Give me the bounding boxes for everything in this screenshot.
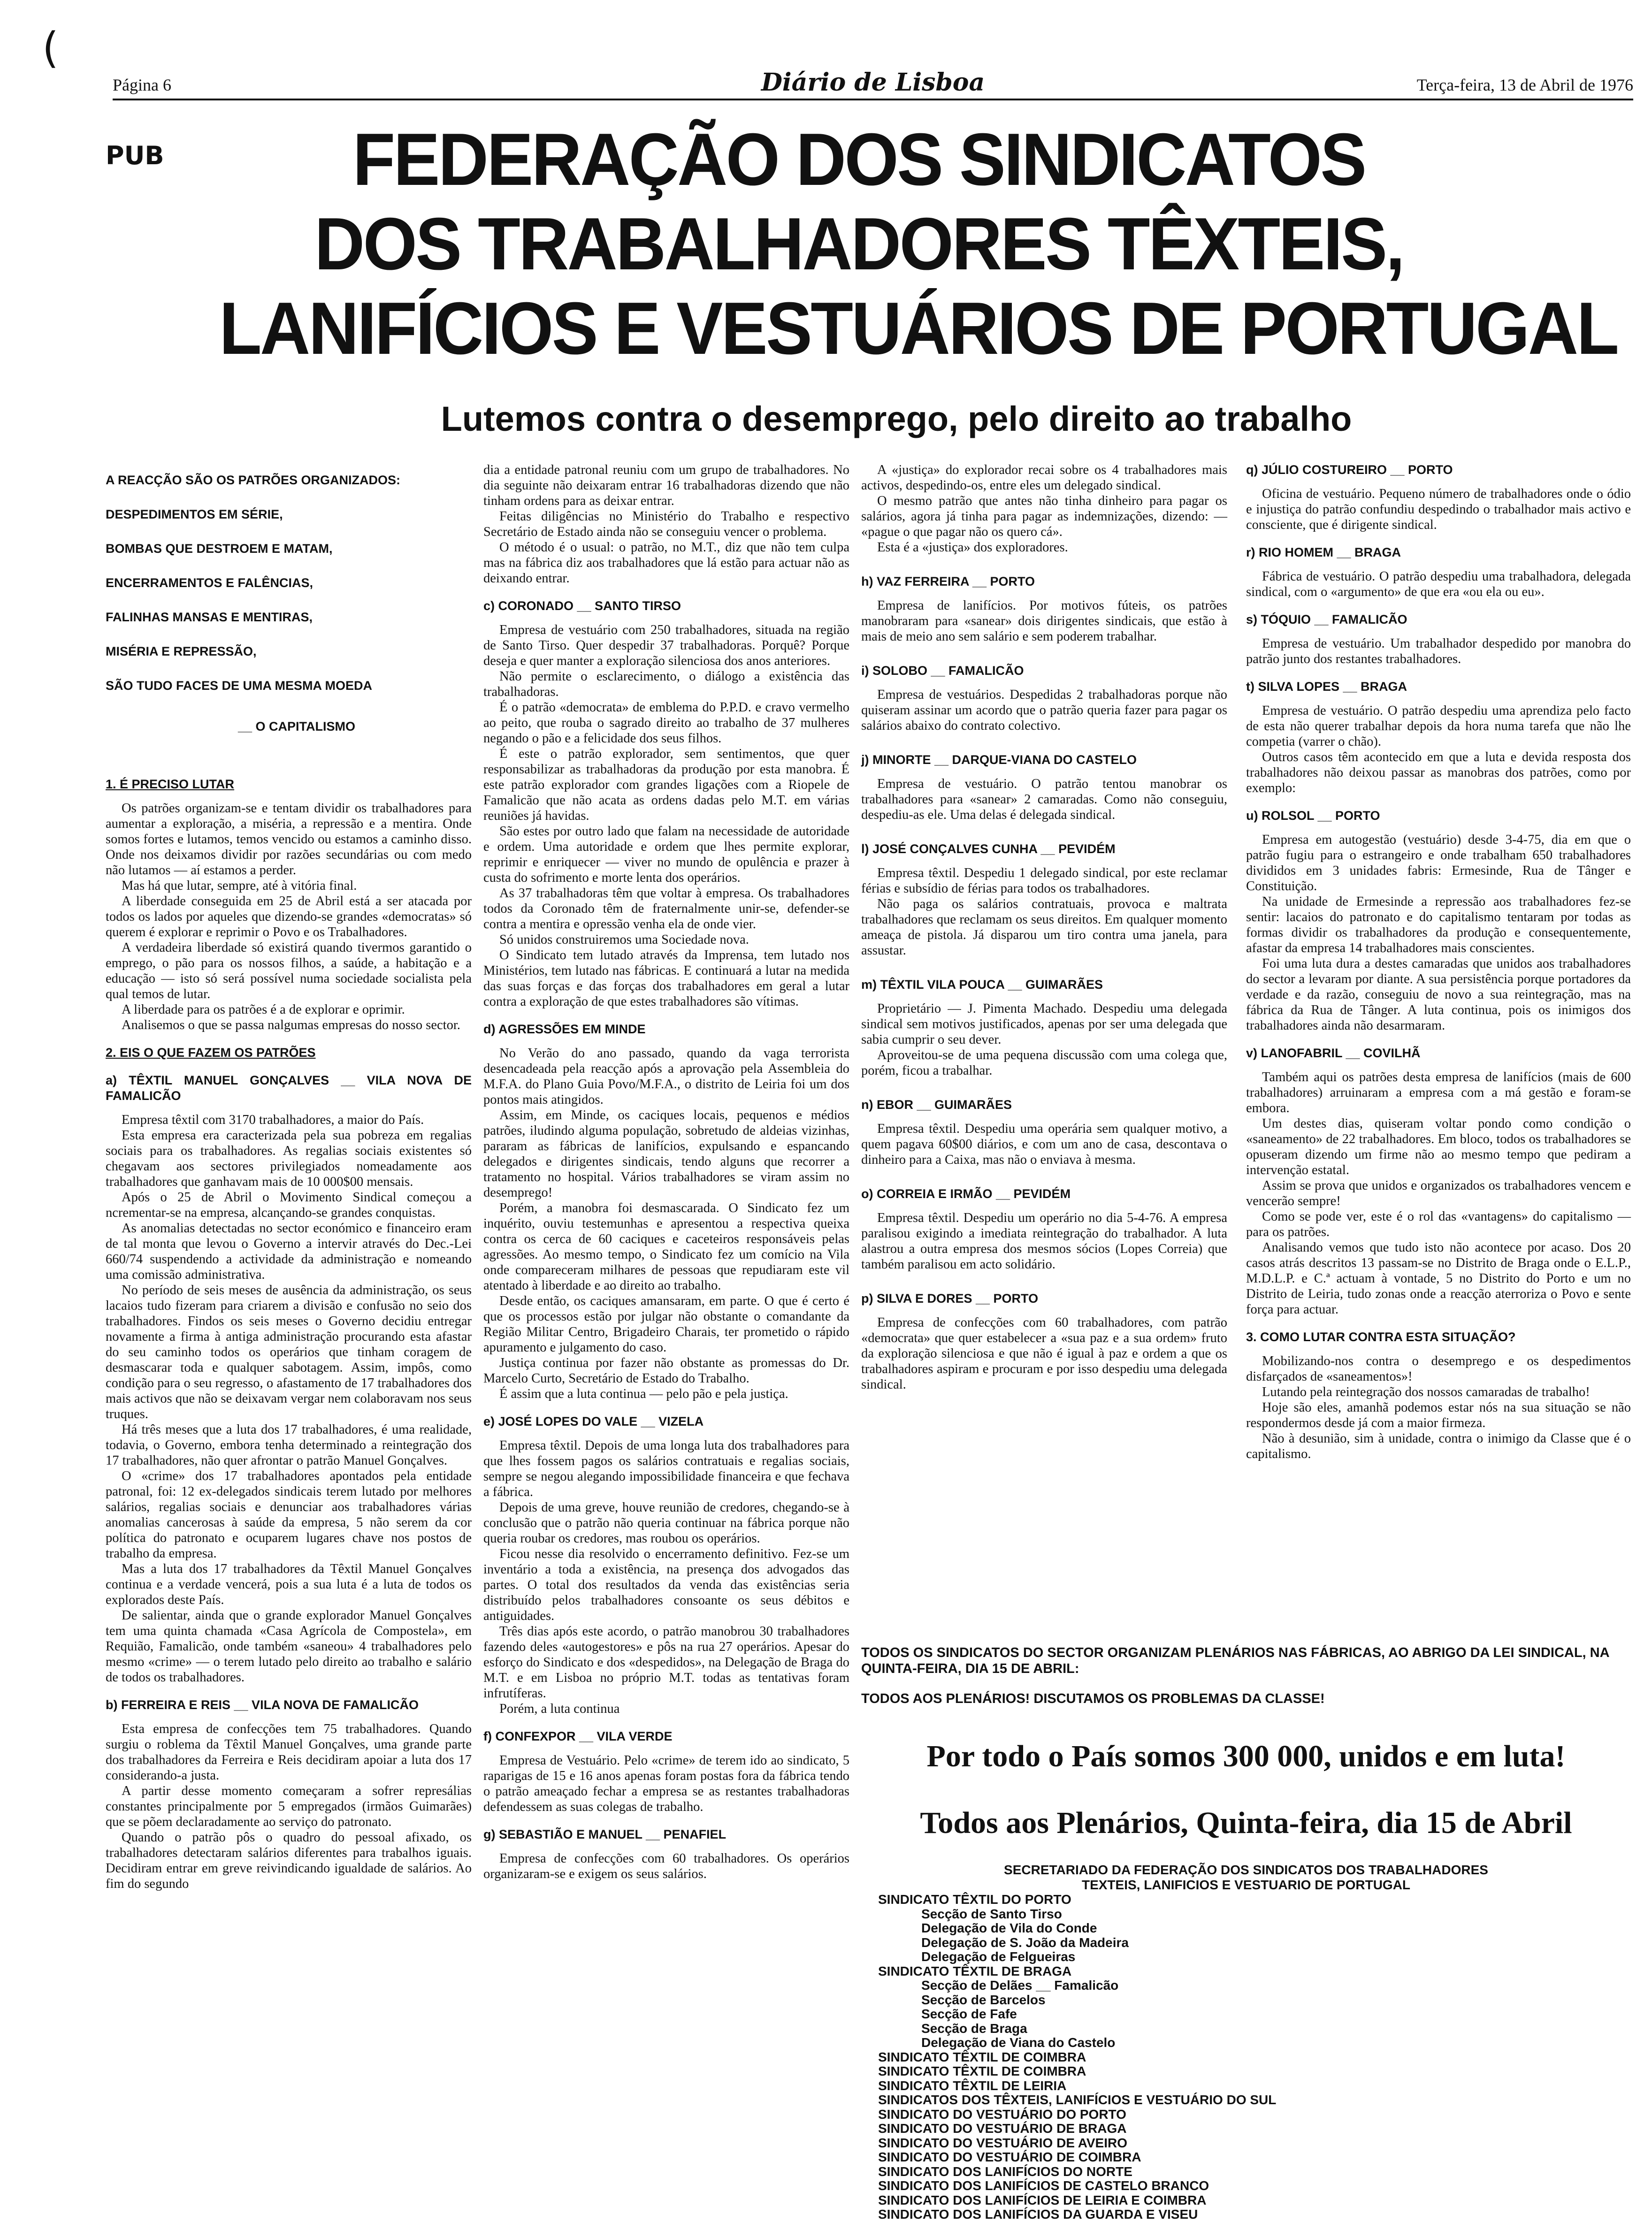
- page-number: Página 6: [113, 76, 171, 94]
- company-heading: s) TÓQUIO __ FAMALICÃO: [1246, 612, 1407, 626]
- paragraph: Como se pode ver, este é o rol das «vantagens» do capitalismo — para os patrões.: [1246, 1209, 1631, 1239]
- union-item: SINDICATO TÊXTIL DE BRAGA: [878, 1963, 1072, 1978]
- paragraph: Empresa de vestuários. Despedidas 2 trabalhadoras porque não quiseram assinar um acordo que o patrão queria fazer para pagar os salários abaixo do contrato colectivo.: [861, 687, 1227, 733]
- paragraph: Feitas diligências no Ministério do Trabalho e respectivo Secretário de Estado ainda não se conseguiu vencer o problema.: [483, 509, 849, 539]
- section-heading: 2. EIS O QUE FAZEM OS PATRÕES: [106, 1046, 316, 1060]
- paragraph: A liberdade para os patrões é a de explorar e oprimir.: [122, 1002, 405, 1017]
- paragraph: Empresa têxtil. Despediu uma operária sem qualquer motivo, a quem pagava 60$00 diários, e com um ano de casa, descontava o dinheiro para a Caixa, mas não o enviava à mesma.: [861, 1122, 1227, 1167]
- company-heading: a) TÊXTIL MANUEL GONÇALVES __ VILA NOVA DE FAMALICÃO: [106, 1073, 472, 1103]
- column-1: [106, 462, 472, 1892]
- paragraph: De salientar, ainda que o grande explorador Manuel Gonçalves tem uma quinta chamada «Casa Agrícola de Compostela», em Requião, Famalicão, onde também «saneou» 4 trabalhadores pelo mesmo «crime» — o terem lutado pelo direito ao trabalho e salário de todos os trabalhadores.: [106, 1608, 472, 1685]
- company-heading: v) LANOFABRIL __ COVILHÃ: [1246, 1046, 1421, 1060]
- paragraph: Não permite o esclarecimento, o diálogo a existência das trabalhadoras.: [483, 669, 849, 699]
- company-heading: p) SILVA E DORES __ PORTO: [861, 1291, 1039, 1306]
- slogan-line: Por todo o País somos 300 000, unidos e em luta!: [926, 1739, 1566, 1773]
- paragraph: Esta é a «justiça» dos exploradores.: [877, 540, 1068, 555]
- company-heading: n) EBOR __ GUIMARÃES: [861, 1098, 1012, 1112]
- union-subitem: Secção de Fafe: [921, 2007, 1017, 2021]
- paragraph: Assim, em Minde, os caciques locais, pequenos e médios patrões, iludindo alguma população, sobretudo de aldeias vizinhas, pararam as fábricas de lanifícios, expulsando e espancando delegados e dirigentes sindicais, tendo alguns que recorrer a tratamento no hospital. Vários trabalhadores se viram assim no desemprego!: [483, 1108, 849, 1200]
- company-heading: j) MINORTE __ DARQUE-VIANA DO CASTELO: [861, 753, 1137, 767]
- paragraph: Hoje são eles, amanhã podemos estar nós na sua situação se não respondermos desde já com a maior firmeza.: [1246, 1400, 1631, 1430]
- paragraph: Quando o patrão pôs o quadro do pessoal afixado, os trabalhadores detectaram salários diferentes para trabalhos iguais. Decidiram entrar em greve reivindicando igualdade de salários. Ao fim do segundo: [106, 1830, 472, 1891]
- paragraph: Lutando pela reintegração dos nossos camaradas de trabalho!: [1262, 1385, 1590, 1399]
- paragraph: Mas a luta dos 17 trabalhadores da Têxtil Manuel Gonçalves continua e a verdade vencerá, pois a sua luta é a luta de todos os explorados deste País.: [106, 1562, 472, 1607]
- secretariat-line: TEXTEIS, LANIFICIOS E VESTUARIO DE PORTUGAL: [1081, 1878, 1411, 1892]
- paragraph: Também aqui os patrões desta empresa de lanifícios (mais de 600 trabalhadores) arruinaram a empresa com a má gestão e foram-se embora.: [1246, 1070, 1631, 1115]
- caps-line: DESPEDIMENTOS EM SÉRIE,: [106, 507, 283, 521]
- paragraph: Não à desunião, sim à unidade, contra o inimigo da Classe que é o capitalismo.: [1246, 1431, 1631, 1461]
- union-subitem: Secção de Barcelos: [921, 1992, 1046, 2007]
- paragraph: É este o patrão explorador, sem sentimentos, que quer responsabilizar as trabalhadoras da produção por esta manobra. É este patrão explorador com grandes ligações com a Riopele de Famalicão que não acata as ordens dadas pelo M.T. em várias reuniões já havidas.: [483, 747, 849, 823]
- paragraph: A «justiça» do explorador recai sobre os 4 trabalhadores mais activos, despedindo-os, entre eles um delegado sindical.: [861, 463, 1227, 493]
- paragraph: Na unidade de Ermesinde a repressão aos trabalhadores fez-se sentir: lacaios do patronato e do capitalismo tentaram por todas as formas dividir os trabalhadores da produção e consequentemente, afastar da empresa 14 trabalhadores mais conscientes.: [1246, 894, 1631, 955]
- paragraph: O método é o usual: o patrão, no M.T., diz que não tem culpa mas na fábrica diz aos trabalhadores que lá estão para actuar não as deixando entrar.: [483, 540, 849, 586]
- company-heading: i) SOLOBO __ FAMALICÃO: [861, 664, 1024, 678]
- paragraph: Porém, a manobra foi desmascarada. O Sindicato fez um inquérito, ouviu testemunhas e apresentou a respectiva queixa contra os cerca de 60 caciques e caceteiros responsáveis pelas agressões. Ao mesmo tempo, o Sindicato fez um comício na Vila onde compareceram milhares de pessoas que repudiaram este vil atentado à liberdade e ao direito ao trabalho.: [483, 1201, 849, 1293]
- paragraph: Após o 25 de Abril o Movimento Sindical começou a ncrementar-se na empresa, alcançando-se grandes conquistas.: [106, 1190, 472, 1220]
- slogan-line: Todos aos Plenários, Quinta-feira, dia 15 de Abril: [920, 1806, 1572, 1840]
- paragraph: Aproveitou-se de uma pequena discussão com uma colega que, porém, ficou a trabalhar.: [861, 1048, 1227, 1078]
- caps-line: SÃO TUDO FACES DE UMA MESMA MOEDA: [106, 679, 373, 693]
- paragraph: As anomalias detectadas no sector económico e financeiro eram de tal monta que levou o Governo a intervir através do Dec.-Lei 660/74 suspendendo a actividade da administração e nomeando uma comissão administrativa.: [106, 1221, 472, 1282]
- paragraph: dia a entidade patronal reuniu com um grupo de trabalhadores. No dia seguinte não deixaram entrar 16 trabalhadoras dizendo que não tinham ordens para as deixar entrar.: [483, 463, 849, 508]
- paragraph: Ficou nesse dia resolvido o encerramento definitivo. Fez-se um inventário a toda a existência, na presença dos advogados das partes. O total dos resultados da venda das existências seria distribuído pelos trabalhadores consoante os seus débitos e antiguidades.: [483, 1547, 849, 1623]
- union-subitem: Delegação de Felgueiras: [921, 1949, 1076, 1964]
- plenary-caps: TODOS OS SINDICATOS DO SECTOR ORGANIZAM PLENÁRIOS NAS FÁBRICAS, AO ABRIGO DA LEI SINDICAL, NA QUINTA-FEIRA, DIA 15 DE ABRIL:: [861, 1645, 1609, 1676]
- section-heading: 1. É PRECISO LUTAR: [106, 777, 235, 791]
- paragraph: A verdadeira liberdade só existirá quando tivermos garantido o emprego, o pão para os nossos filhos, a saúde, a habitação e a educação — isto só será possível numa sociedade socialista pela qual temos de lutar.: [106, 940, 472, 1001]
- paragraph: Foi uma luta dura a destes camaradas que unidos aos trabalhadores do sector a levaram por diante. A sua persistência porque portadores da verdade e da razão, conseguiu de novo a sua reintegração, mas na fábrica da Rua de Tânger. A luta continua, pois os inimigos dos trabalhadores ainda não desarmaram.: [1246, 956, 1631, 1033]
- paragraph: Empresa em autogestão (vestuário) desde 3-4-75, dia em que o patrão fugiu para o estrangeiro e onde trabalham 650 trabalhadores divididos em 3 unidades fabris: Ermesinde, Rua de Tânger e Constituição.: [1246, 832, 1631, 893]
- paragraph: As 37 trabalhadoras têm que voltar à empresa. Os trabalhadores todos da Coronado têm de fraternalmente unir-se, defender-se contra a mentira e opressão venha ela de onde vier.: [483, 886, 849, 932]
- union-item: SINDICATO DO VESTUÁRIO DO PORTO: [878, 2107, 1126, 2122]
- column-2: [483, 462, 849, 1882]
- paragraph: O «crime» dos 17 trabalhadores apontados pela entidade patronal, foi: 12 ex-delegados sindicais terem lutado por melhores salários, regalias sociais e denunciar aos trabalhadores várias anomalias cancerosas à saúde da empresa, 5 não serem da cor política do patronato e ocuparem lugares chave nos postos de trabalho da empresa.: [106, 1469, 472, 1561]
- union-subitem: Secção de Braga: [921, 2021, 1027, 2036]
- secretariat-line: SECRETARIADO DA FEDERAÇÃO DOS SINDICATOS DOS TRABALHADORES: [1004, 1863, 1488, 1877]
- paragraph: Analisando vemos que tudo isto não acontece por acaso. Dos 20 casos atrás descritos 13 passam-se no Distrito de Braga onde o E.L.P., M.D.L.P. e C.ª actuam à vontade, 5 no Distrito do Porto e um no Distrito de Leiria, tudo zonas onde a reacção aterroriza o Povo e sente força para actuar.: [1246, 1240, 1631, 1317]
- paragraph: Esta empresa de confecções tem 75 trabalhadores. Quando surgiu o roblema da Têxtil Manuel Gonçalves, uma grande parte dos trabalhadores da Ferreira e Reis decidiram apoiar a luta dos 17 considerando-a justa.: [106, 1722, 472, 1783]
- column-3: [861, 462, 1227, 1392]
- paragraph: Empresa de vestuário. Um trabalhador despedido por manobra do patrão junto dos restantes trabalhadores.: [1246, 636, 1631, 666]
- company-heading: d) AGRESSÕES EM MINDE: [483, 1022, 646, 1036]
- company-heading: c) CORONADO __ SANTO TIRSO: [483, 599, 681, 613]
- union-subitem: Delegação de Viana do Castelo: [921, 2035, 1116, 2050]
- paragraph: Mobilizando-nos contra o desemprego e os despedimentos disfarçados de «saneamentos»!: [1246, 1354, 1631, 1384]
- paragraph: No Verão do ano passado, quando da vaga terrorista desencadeada pela reacção após a aprovação pela Assembleia do M.F.A. do Plano Guia Povo/M.F.A., o distrito de Leiria foi um dos pontos mais atingidos.: [483, 1046, 849, 1107]
- paragraph: Justiça continua por fazer não obstante as promessas do Dr. Marcelo Curto, Secretário de Estado do Trabalho.: [483, 1356, 849, 1386]
- union-item: SINDICATO TÊXTIL DO PORTO: [878, 1892, 1071, 1907]
- union-subitem: Secção de Delães __ Famalicão: [921, 1978, 1119, 1993]
- margin-mark: (: [42, 23, 59, 73]
- paragraph: Analisemos o que se passa nalgumas empresas do nosso sector.: [122, 1018, 460, 1032]
- plenary-announcement: [861, 1645, 1631, 2222]
- paragraph: Empresa de vestuário com 250 trabalhadores, situada na região de Santo Tirso. Quer despedir 37 trabalhadoras. Porquê? Porque deseja e quer manter a exploração silenciosa dos anos anteriores.: [483, 623, 849, 668]
- paragraph: A partir desse momento começaram a sofrer represálias constantes principalmente por 5 empregados (irmãos Guimarães) que se põem declaradamente ao serviço do patronato.: [106, 1784, 472, 1829]
- union-list: [878, 1893, 1631, 2222]
- paragraph: Proprietário — J. Pimenta Machado. Despediu uma delegada sindical sem motivos justificados, apenas por ser uma delegada que sabia cumprir o seu dever.: [861, 1001, 1227, 1047]
- paragraph: Empresa têxtil. Despediu 1 delegado sindical, por este reclamar férias e subsídio de férias para todos os trabalhadores.: [861, 866, 1227, 896]
- paragraph: Há três meses que a luta dos 17 trabalhadores, é uma realidade, todavia, o Governo, embora tenha determinado a reintegração dos 17 trabalhadores, não quer afrontar o patrão Manuel Gonçalves.: [106, 1422, 472, 1468]
- paragraph: É o patrão «democrata» de emblema do P.P.D. e cravo vermelho ao peito, que rouba o sagrado direito ao trabalho de 37 mulheres negando o pão e a felicidade dos seus filhos.: [483, 700, 849, 746]
- paragraph: Outros casos têm acontecido em que a luta e devida resposta dos trabalhadores não deixou passar as manobras dos patrões, como por exemplo:: [1246, 750, 1631, 795]
- section-heading: 3. COMO LUTAR CONTRA ESTA SITUAÇÃO?: [1246, 1330, 1516, 1344]
- paragraph: Empresa de vestuário. O patrão despediu uma aprendiza pelo facto de esta não querer trabalhar depois da hora numa tarefa que não lhe competia (varrer o chão).: [1246, 703, 1631, 749]
- paragraph: Empresa têxtil. Depois de uma longa luta dos trabalhadores para que lhes fossem pagos os salários contratuais e regalias sociais, sempre se negou alegando impossibilidade financeira e que fechava a fábrica.: [483, 1438, 849, 1499]
- company-heading: f) CONFEXPOR __ VILA VERDE: [483, 1729, 673, 1743]
- caps-line: A REACÇÃO SÃO OS PATRÕES ORGANIZADOS:: [106, 473, 401, 487]
- plenary-caps: TODOS AOS PLENÁRIOS! DISCUTAMOS OS PROBLEMAS DA CLASSE!: [861, 1691, 1325, 1706]
- page-header: [113, 61, 1633, 100]
- paragraph: Depois de uma greve, houve reunião de credores, chegando-se à conclusão que o patrão não queria continuar na fábrica porque não queria roubar os credores, mas roubou os operários.: [483, 1500, 849, 1546]
- union-item: SINDICATO TÊXTIL DE LEIRIA: [878, 2078, 1067, 2093]
- company-heading: m) TÊXTIL VILA POUCA __ GUIMARÃES: [861, 977, 1103, 992]
- paragraph: O Sindicato tem lutado através da Imprensa, tem lutado nos Ministérios, tem lutado nas fábricas. E continuará a lutar na medida das suas forças e das forças dos trabalhadores em geral a lutar contra a exploração de que estes trabalhadores são vítimas.: [483, 948, 849, 1009]
- paragraph: No período de seis meses de ausência da administração, os seus lacaios tudo fizeram para criarem a divisão e confusão no seio dos trabalhadores. Findos os seis meses o Governo decidiu entregar novamente a firma à antiga administração procurando esta afastar do seu caminho todos os operários que tinham coragem de desmascarar toda e qualquer sabotagem. Assim, impôs, como condição para o seu regresso, o afastamento de 17 trabalhadores dos mais activos que não se deixavam vergar nem colaboravam nos seus truques.: [106, 1283, 472, 1421]
- caps-line: ENCERRAMENTOS E FALÊNCIAS,: [106, 576, 314, 590]
- paragraph: Empresa de lanifícios. Por motivos fúteis, os patrões manobraram para «sanear» dois dirigentes sindicais, que estão à mais de meio ano sem salário e sem poderem trabalhar.: [861, 598, 1227, 644]
- headline-line: FEDERAÇÃO DOS SINDICATOS: [352, 118, 1365, 201]
- union-item: SINDICATO DOS LANIFÍCIOS DE LEIRIA E COIMBRA: [878, 2192, 1207, 2207]
- paragraph: Não paga os salários contratuais, provoca e maltrata trabalhadores que reclamam os seus direitos. Em qualquer momento ameaça de pistola. Já disparou um tiro contra uma janela, para assustar.: [861, 897, 1227, 958]
- paragraph: Empresa têxtil com 3170 trabalhadores, a maior do País.: [122, 1113, 424, 1127]
- paragraph: São estes por outro lado que falam na necessidade de autoridade e ordem. Uma autoridade e ordem que lhes permite explorar, reprimir e enriquecer — viver no mundo de opulência e prazer à custa do sofrimento e morte lenta dos operários.: [483, 824, 849, 885]
- pub-label: PUB: [106, 141, 164, 170]
- caps-line: FALINHAS MANSAS E MENTIRAS,: [106, 610, 313, 624]
- union-item: SINDICATO DOS LANIFÍCIOS DO NORTE: [878, 2164, 1132, 2179]
- company-heading: g) SEBASTIÃO E MANUEL __ PENAFIEL: [483, 1827, 727, 1841]
- union-item: SINDICATOS DOS TÊXTEIS, LANIFÍCIOS E VESTUÁRIO DO SUL: [878, 2092, 1277, 2107]
- paragraph: O mesmo patrão que antes não tinha dinheiro para pagar os salários, agora já tinha para pagar as indemnizações, dizendo: — «pague o que pagar não os quero cá».: [861, 494, 1227, 539]
- paragraph: Três dias após este acordo, o patrão manobrou 30 trabalhadores fazendo deles «autogestores» e pôs na rua 27 operários. Apesar do esforço do Sindicato e dos «despedidos», na Delegação de Braga do M.T. e em Lisboa no próprio M.T. todas as tentativas foram infrutíferas.: [483, 1624, 849, 1701]
- company-heading: u) ROLSOL __ PORTO: [1246, 809, 1380, 823]
- company-heading: q) JÚLIO COSTUREIRO __ PORTO: [1246, 463, 1453, 477]
- caps-line: BOMBAS QUE DESTROEM E MATAM,: [106, 542, 333, 556]
- subhead: Lutemos contra o desemprego, pelo direito ao trabalho: [441, 399, 1352, 438]
- union-subitem: Secção de Santo Tirso: [921, 1906, 1062, 1921]
- company-heading: r) RIO HOMEM __ BRAGA: [1246, 545, 1401, 559]
- union-item: SINDICATO TÊXTIL DE COIMBRA: [878, 2064, 1086, 2078]
- company-heading: e) JOSÉ LOPES DO VALE __ VIZELA: [483, 1414, 704, 1428]
- union-subitem: Delegação de Vila do Conde: [921, 1921, 1097, 1935]
- paragraph: Empresa de vestuário. O patrão tentou manobrar os trabalhadores para «sanear» 2 camaradas. Como não conseguiu, despediu-as ele. Uma delas é delegada sindical.: [861, 777, 1227, 822]
- company-heading: t) SILVA LOPES __ BRAGA: [1246, 680, 1407, 694]
- company-heading: o) CORREIA E IRMÃO __ PEVIDÉM: [861, 1187, 1071, 1201]
- company-heading: h) VAZ FERREIRA __ PORTO: [861, 574, 1035, 588]
- paragraph: Assim se prova que unidos e organizados os trabalhadores vencem e vencerão sempre!: [1246, 1178, 1631, 1208]
- caps-line: MISÉRIA E REPRESSÃO,: [106, 644, 257, 658]
- paragraph: A liberdade conseguida em 25 de Abril está a ser atacada por todos os lados por aqueles que dizendo-se grandes «democratas» só querem é explorar e reprimir o Povo e os Trabalhadores.: [106, 894, 472, 939]
- capitalismo-line: __ O CAPITALISMO: [237, 719, 356, 733]
- column-4: [1246, 462, 1631, 1462]
- page-date: Terça-feira, 13 de Abril de 1976: [1416, 76, 1633, 94]
- paragraph: Esta empresa era caracterizada pela sua pobreza em regalias sociais para os trabalhadores. As regalias sociais existentes só chegavam aos sectores privilegiados nomeadamente aos trabalhadores que ganhavam mais de 10 000$00 mensais.: [106, 1128, 472, 1189]
- paragraph: É assim que a luta continua — pelo pão e pela justiça.: [499, 1387, 788, 1401]
- paragraph: Empresa de confecções com 60 trabalhadores. Os operários organizaram-se e exigem os seus salários.: [483, 1851, 849, 1881]
- union-item: SINDICATO TÊXTIL DE COIMBRA: [878, 2049, 1086, 2064]
- paragraph: Empresa de confecções com 60 trabalhadores, com patrão «democrata» que quer estabelecer a «sua paz e a sua ordem» fruto da exploração silenciosa e que não é igual à paz e ordem a que os trabalhadores aspiram e procuram e por isso despediu uma delegada sindical.: [861, 1315, 1227, 1392]
- union-item: SINDICATO DO VESTUÁRIO DE COIMBRA: [878, 2150, 1141, 2164]
- paragraph: Porém, a luta continua: [499, 1702, 620, 1716]
- paragraph: Só unidos construiremos uma Sociedade nova.: [499, 932, 749, 947]
- company-heading: b) FERREIRA E REIS __ VILA NOVA DE FAMALICÃO: [106, 1698, 419, 1712]
- headline-line: LANIFÍCIOS E VESTUÁRIOS DE PORTUGAL: [219, 287, 1618, 370]
- paragraph: Empresa de Vestuário. Pelo «crime» de terem ido ao sindicato, 5 raparigas de 15 e 16 anos apenas foram postas fora da fábrica tendo o patrão ameaçado fechar a empresa se as restantes trabalhadoras defendessem as suas colegas de trabalho.: [483, 1753, 849, 1814]
- masthead: Diário de Lisboa: [761, 68, 985, 97]
- union-subitem: Delegação de S. João da Madeira: [921, 1935, 1129, 1950]
- paragraph: Empresa têxtil. Despediu um operário no dia 5-4-76. A empresa paralisou exigindo a imediata reintegração do trabalhador. A luta alastrou a outra empresa dos mesmos sócios (Lopes Correia) que também paralisou em acto solidário.: [861, 1211, 1227, 1272]
- headline: [219, 117, 1618, 371]
- paragraph: Fábrica de vestuário. O patrão despediu uma trabalhadora, delegada sindical, com o «argumento» de que era «ou ela ou eu».: [1246, 569, 1631, 599]
- union-item: SINDICATO DO VESTUÁRIO DE BRAGA: [878, 2121, 1127, 2136]
- union-item: SINDICATO DO VESTUÁRIO DE AVEIRO: [878, 2135, 1128, 2150]
- paragraph: Desde então, os caciques amansaram, em parte. O que é certo é que os processos estão por julgar não obstante o comandante da Região Militar Centro, Brigadeiro Charais, ter prometido o rápido apuramento e julgamento do caso.: [483, 1294, 849, 1355]
- union-item: SINDICATO DOS LANIFÍCIOS DE CASTELO BRANCO: [878, 2178, 1209, 2193]
- headline-line: DOS TRABALHADORES TÊXTEIS,: [314, 203, 1403, 285]
- paragraph: Oficina de vestuário. Pequeno número de trabalhadores onde o ódio e injustiça do patrão confundiu despedindo o trabalhador mais activo e consciente, que é dirigente sindical.: [1246, 487, 1631, 532]
- paragraph: Os patrões organizam-se e tentam dividir os trabalhadores para aumentar a exploração, a miséria, a repressão e a mentira. Onde somos fortes e lutamos, temos vencido ou estamos a caminho disso. Onde nos deixamos dividir por razões secundárias ou com medo não lutamos — aí estamos a perder.: [106, 801, 472, 878]
- company-heading: l) JOSÉ CONÇALVES CUNHA __ PEVIDÉM: [861, 842, 1116, 856]
- paragraph: Mas há que lutar, sempre, até à vitória final.: [122, 878, 357, 893]
- union-item: SINDICATO DOS LANIFÍCIOS DA GUARDA E VISEU: [878, 2207, 1198, 2222]
- paragraph: Um destes dias, quiseram voltar pondo como condição o «saneamento» de 22 trabalhadores. Em bloco, todos os trabalhadores se opuseram dizendo um firme não ao mesmo tempo que pediram a intervenção estatal.: [1246, 1116, 1631, 1177]
